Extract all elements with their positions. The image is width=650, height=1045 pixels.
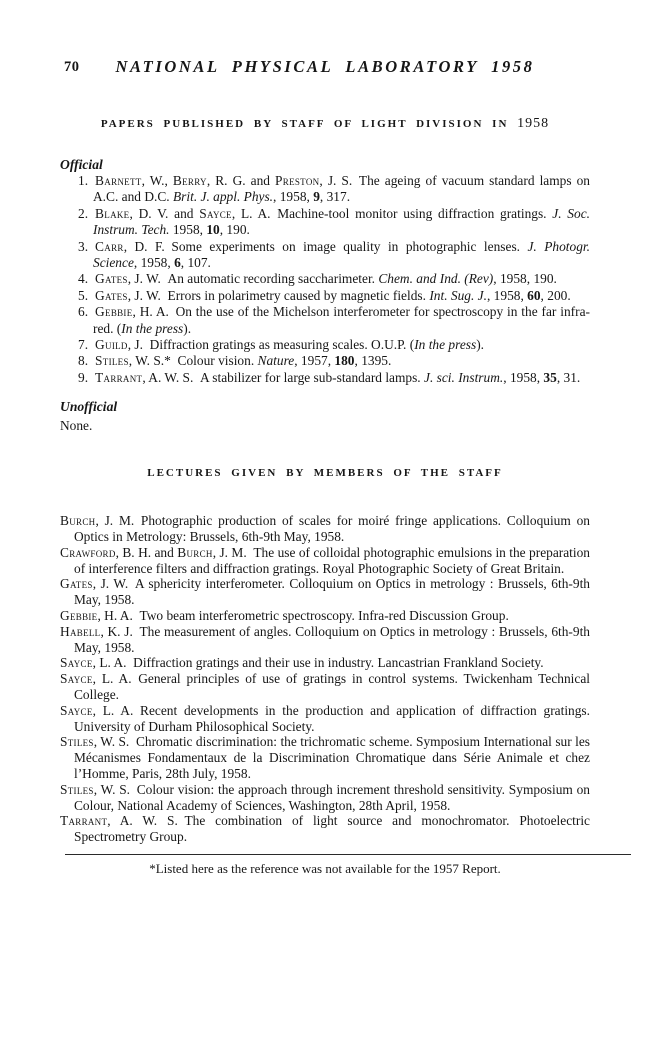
running-head-title: NATIONAL PHYSICAL LABORATORY 1958 xyxy=(115,57,535,76)
lecture-entry: Sayce, L. A. Diffraction gratings and their use in industry. Lancastrian Frankland Society. xyxy=(60,655,544,671)
publication-entry xyxy=(60,173,590,206)
publication-entry xyxy=(60,370,590,386)
publication-entry xyxy=(60,271,590,287)
entry-number: 6. xyxy=(78,304,89,320)
footnote-divider xyxy=(65,854,631,855)
entry-text: Gebbie, H. A. On the use of the Michelson interferometer for spectroscopy in the far infra-red. (In the press). xyxy=(93,304,590,336)
lecture-entry: Sayce, L. A. General principles of use of gratings in control systems. Twickenham Technical College. xyxy=(60,671,590,703)
footnote-text: *Listed here as the reference was not available for the 1957 Report. xyxy=(149,861,501,877)
lecture-list xyxy=(60,513,590,845)
page-number: 70 xyxy=(64,59,80,75)
entry-text: Gates, J. W. Errors in polarimetry caused by magnetic fields. Int. Sug. J., 1958, 60, 200. xyxy=(95,287,571,303)
lectures-section-title: LECTURES GIVEN BY MEMBERS OF THE STAFF xyxy=(147,467,503,480)
entry-text: Tarrant, A. W. S. A stabilizer for large sub-standard lamps. J. sci. Instrum., 1958, 35, 31. xyxy=(95,369,581,385)
official-label: Official xyxy=(60,157,103,172)
lecture-entry: Habell, K. J. The measurement of angles. Colloquium on Optics in metrology : Brussels, 6th-9th May, 1958. xyxy=(60,623,590,655)
lecture-entry: Crawford, B. H. and Burch, J. M. The use of colloidal photographic emulsions in the preparation of interference filters and diffraction gratings. Royal Photographic Society of Great Britain. xyxy=(60,544,591,576)
entry-number: 9. xyxy=(78,369,89,385)
entry-number: 5. xyxy=(78,287,89,303)
entry-number: 8. xyxy=(78,353,89,369)
papers-title-year: 1958 xyxy=(517,116,550,131)
entry-text: Barnett, W., Berry, R. G. and Preston, J. S. The ageing of vacuum standard lamps on A.C. and D.C. Brit. J. appl. Phys., 1958, 9, 317. xyxy=(93,173,591,205)
publication-entry xyxy=(60,304,590,337)
unofficial-label: Unofficial xyxy=(60,399,118,415)
entry-number: 1. xyxy=(78,173,89,188)
entry-number: 3. xyxy=(78,238,89,254)
publication-list xyxy=(60,173,590,386)
entry-text: Guild, J. Diffraction gratings as measuring scales. O.U.P. (In the press). xyxy=(95,337,484,353)
lecture-entry: Stiles, W. S. Chromatic discrimination: the trichromatic scheme. Symposium International sur les Mécanismes Fondamentaux de la Discrimination Chromatique dans Série Animale et chez l’Homme, Paris, 28th July, 1958. xyxy=(60,734,590,782)
lecture-entry: Sayce, L. A. Recent developments in the production and application of diffraction gratings. University of Durham Philosophical Society. xyxy=(60,702,590,734)
publication-entry xyxy=(60,353,590,369)
lecture-entry: Gebbie, H. A. Two beam interferometric spectroscopy. Infra-red Discussion Group. xyxy=(60,608,509,624)
entry-text: Gates, J. W. An automatic recording saccharimeter. Chem. and Ind. (Rev), 1958, 190. xyxy=(95,271,557,287)
lecture-entry: Stiles, W. S. Colour vision: the approach through increment threshold sensitivity. Symposium on Colour, National Academy of Sciences, Washington, 28th April, 1958. xyxy=(60,781,590,813)
entry-text: Blake, D. V. and Sayce, L. A. Machine-tool monitor using diffraction gratings. J. Soc. Instrum. Tech. 1958, 10, 190. xyxy=(93,205,590,238)
unofficial-value: None. xyxy=(60,418,93,434)
lecture-entry: Tarrant, A. W. S. The combination of light source and monochromator. Photoelectric Spectrometry Group. xyxy=(60,813,590,845)
lecture-entry: Gates, J. W. A sphericity interferometer. Colloquium on Optics in metrology : Brussels, 6th-9th May, 1958. xyxy=(60,576,590,608)
papers-title-text: PAPERS PUBLISHED BY STAFF OF LIGHT DIVISION IN xyxy=(100,118,509,130)
entry-text: Carr, D. F. Some experiments on image quality in photographic lenses. J. Photogr. Science, 1958, 6, 107. xyxy=(93,238,590,271)
entry-number: 7. xyxy=(78,337,89,353)
lecture-entry: Burch, J. M. Photographic production of scales for moiré fringe applications. Colloquium on Optics in Metrology: Brussels, 6th-9th May, 1958. xyxy=(60,513,590,545)
running-header xyxy=(60,57,590,76)
publication-entry xyxy=(60,206,590,239)
publication-entry xyxy=(60,337,590,353)
publication-entry xyxy=(60,288,590,304)
entry-number: 2. xyxy=(78,205,89,221)
papers-section-title xyxy=(60,117,590,131)
publication-entry xyxy=(60,239,590,272)
entry-number: 4. xyxy=(78,271,89,287)
entry-text: Stiles, W. S.* Colour vision. Nature, 1957, 180, 1395. xyxy=(95,353,392,369)
